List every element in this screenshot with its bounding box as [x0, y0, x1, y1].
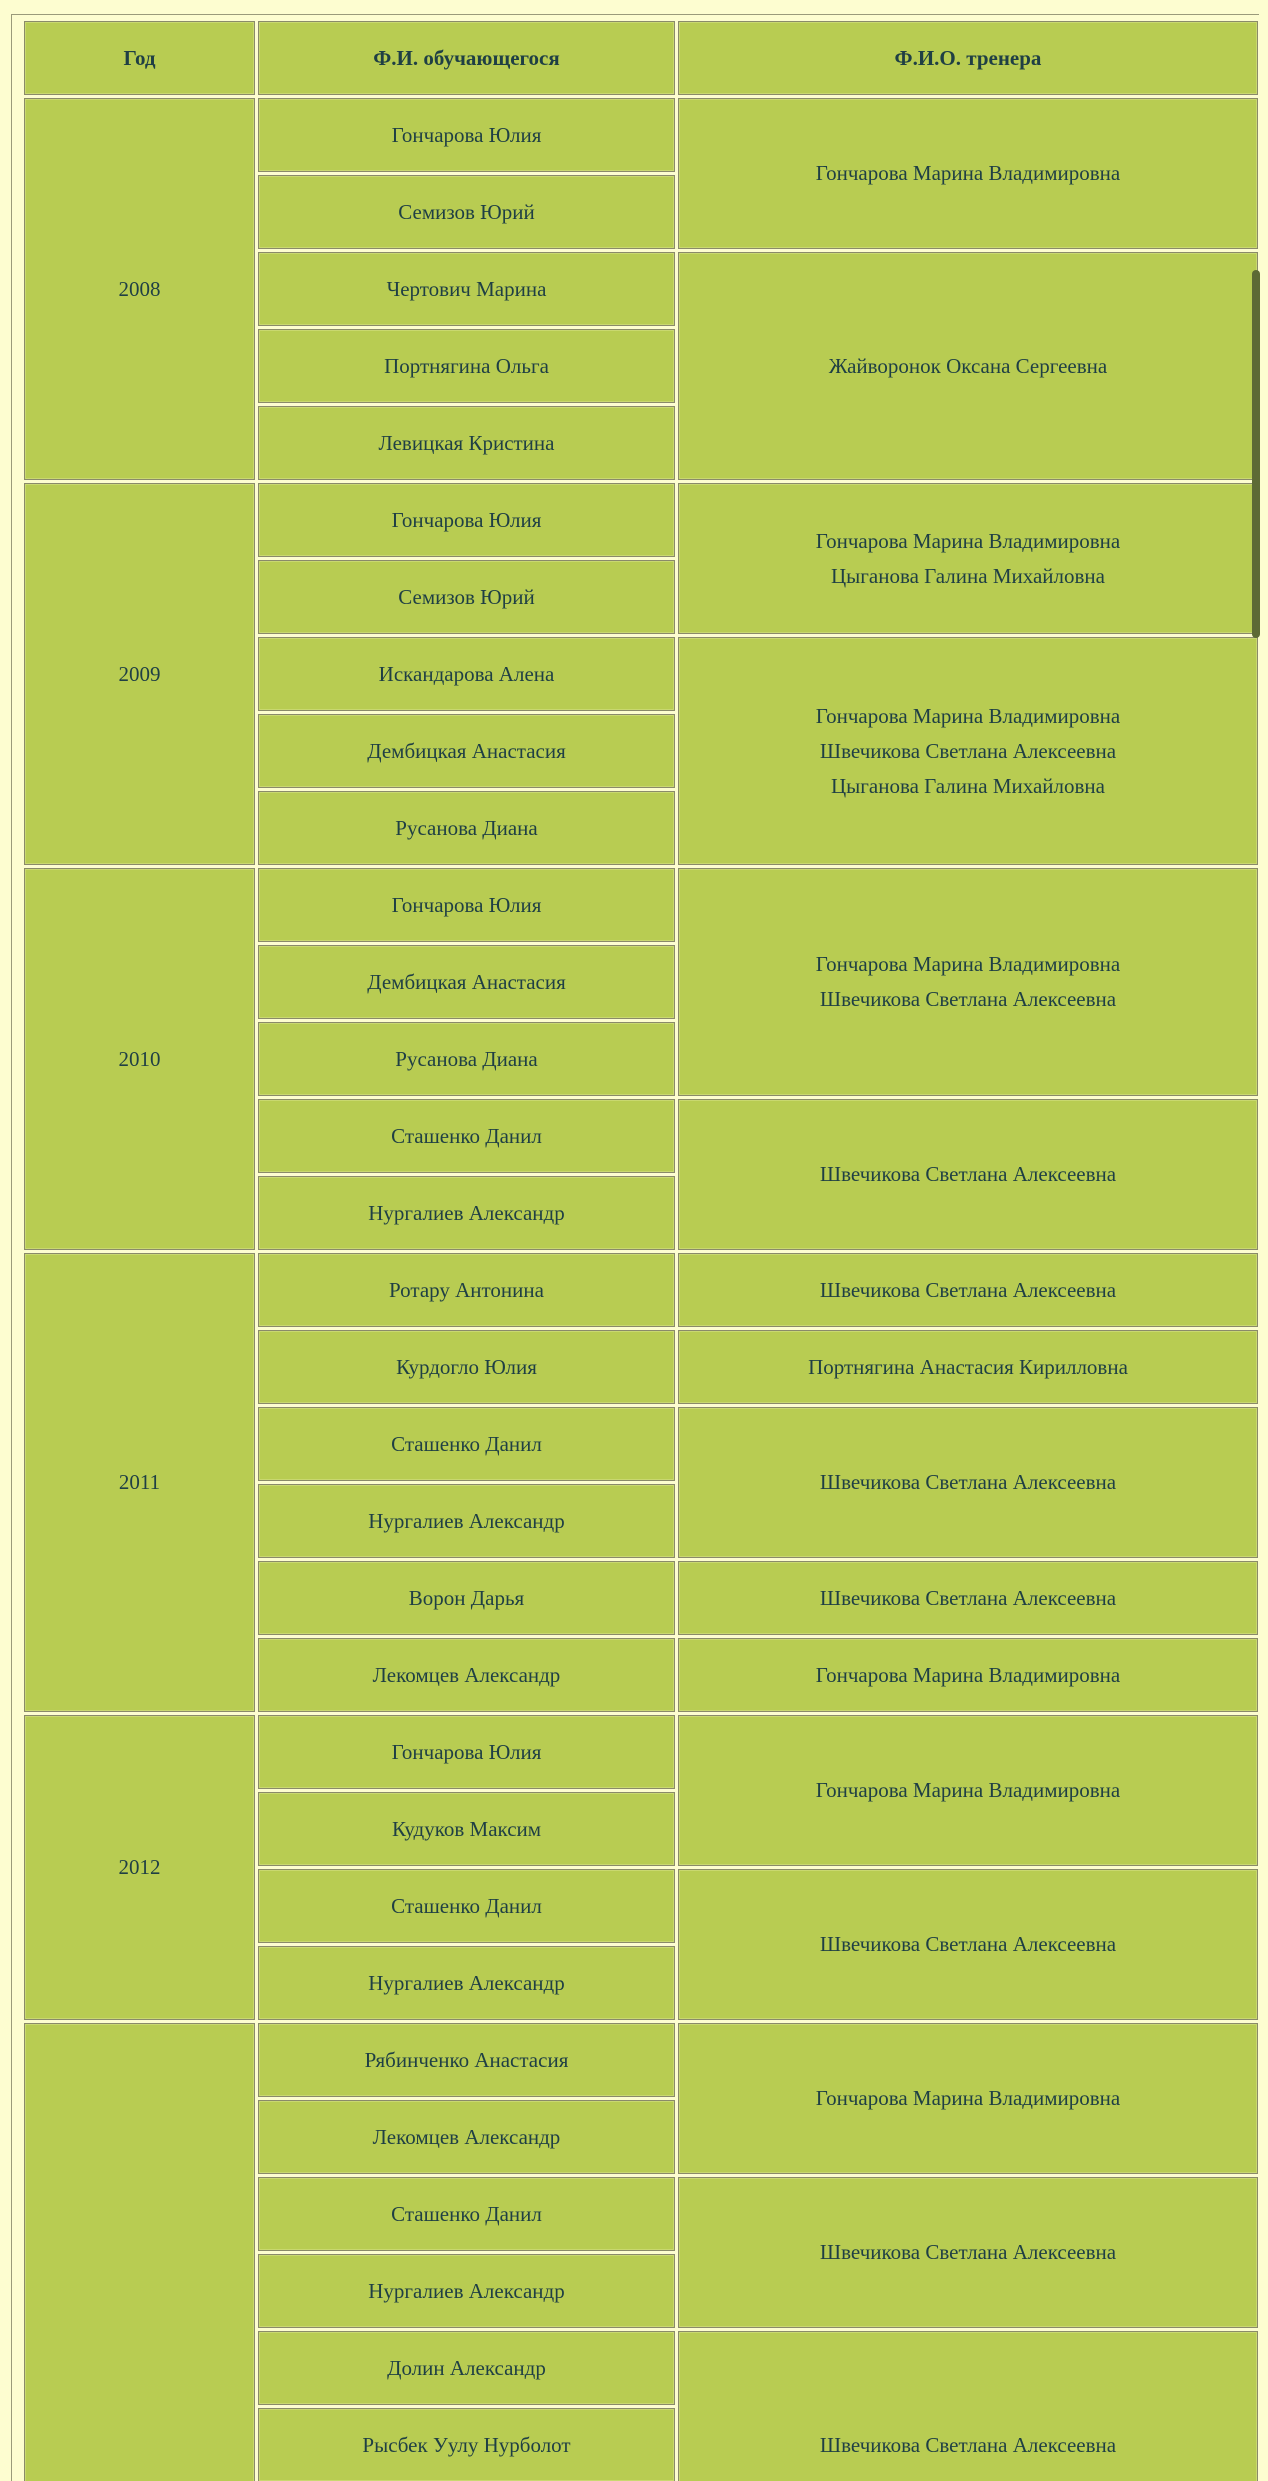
year-cell: 2012: [24, 1715, 255, 2020]
student-cell: Сташенко Данил: [258, 2177, 675, 2251]
coach-name: Жайворонок Оксана Сергеевна: [828, 353, 1108, 378]
coach-cell: [678, 98, 1258, 249]
student-cell: Чертович Марина: [258, 252, 675, 326]
table-row: [24, 2023, 1258, 2097]
coach-name: Цыганова Галина Михайловна: [831, 563, 1105, 588]
student-cell: Семизов Юрий: [258, 560, 675, 634]
vertical-scrollbar-thumb[interactable]: [1252, 270, 1260, 638]
table-row: [24, 98, 1258, 172]
coach-cell: [678, 1561, 1258, 1635]
student-cell: Ворон Дарья: [258, 1561, 675, 1635]
coach-name: Швечикова Светлана Алексеевна: [819, 1932, 1117, 1956]
student-cell: Портнягина Ольга: [258, 329, 675, 403]
table-row: [24, 483, 1258, 557]
coach-cell: [678, 637, 1258, 865]
table-header: [24, 21, 1258, 95]
coach-name: Швечикова Светлана Алексеевна: [819, 1162, 1117, 1186]
student-cell: Семизов Юрий: [258, 175, 675, 249]
student-cell: Искандарова Алена: [258, 637, 675, 711]
student-cell: Долин Александр: [258, 2331, 675, 2405]
coach-name: Швечикова Светлана Алексеевна: [819, 738, 1117, 763]
student-cell: Нургалиев Александр: [258, 1176, 675, 1250]
coach-cell: [678, 1253, 1258, 1327]
table-row: [24, 1715, 1258, 1789]
header-student: Ф.И. обучающегося: [258, 21, 675, 95]
coach-name: Портнягина Анастасия Кирилловна: [808, 1354, 1128, 1379]
coach-name: Гончарова Марина Владимировна: [815, 1778, 1121, 1802]
student-cell: Нургалиев Александр: [258, 1946, 675, 2020]
student-cell: Рябинченко Анастасия: [258, 2023, 675, 2097]
coach-cell: [678, 1330, 1258, 1404]
header-coach: Ф.И.О. тренера: [678, 21, 1258, 95]
student-cell: Нургалиев Александр: [258, 1484, 675, 1558]
student-cell: Гончарова Юлия: [258, 483, 675, 557]
coach-cell: [678, 1638, 1258, 1712]
student-cell: Левицкая Кристина: [258, 406, 675, 480]
coach-cell: [678, 252, 1258, 480]
table-row: [24, 868, 1258, 942]
student-cell: Сташенко Данил: [258, 1869, 675, 1943]
coach-cell: [678, 1407, 1258, 1558]
coach-cell: [678, 1099, 1258, 1250]
coach-name: Гончарова Марина Владимировна: [815, 2086, 1121, 2110]
student-cell: Кудуков Максим: [258, 1792, 675, 1866]
coach-name: Швечикова Светлана Алексеевна: [819, 1585, 1117, 1610]
table-row: [24, 1253, 1258, 1327]
coach-name: Гончарова Марина Владимировна: [815, 952, 1121, 976]
year-cell: 2011: [24, 1253, 255, 1712]
student-cell: Нургалиев Александр: [258, 2254, 675, 2328]
year-cell: 2010: [24, 868, 255, 1250]
header-year: Год: [24, 21, 255, 95]
year-cell: 2008: [24, 98, 255, 480]
student-cell: Лекомцев Александр: [258, 1638, 675, 1712]
coach-name: Швечикова Светлана Алексеевна: [819, 2432, 1117, 2457]
coach-cell: [678, 2177, 1258, 2328]
coach-cell: [678, 1869, 1258, 2020]
coach-cell: [678, 2023, 1258, 2174]
year-cell: 2009: [24, 483, 255, 865]
coach-name: Гончарова Марина Владимировна: [815, 528, 1121, 553]
coach-name: Швечикова Светлана Алексеевна: [819, 987, 1117, 1011]
coach-cell: [678, 2331, 1258, 2481]
coach-cell: [678, 1715, 1258, 1866]
student-cell: Сташенко Данил: [258, 1099, 675, 1173]
coach-name: Гончарова Марина Владимировна: [815, 1662, 1121, 1687]
student-cell: Рысбек Уулу Нурболот: [258, 2408, 675, 2481]
coach-name: Швечикова Светлана Алексеевна: [819, 1277, 1117, 1302]
student-cell: Русанова Диана: [258, 791, 675, 865]
coach-name: Цыганова Галина Михайловна: [831, 773, 1105, 798]
student-cell: Курдогло Юлия: [258, 1330, 675, 1404]
student-cell: Лекомцев Александр: [258, 2100, 675, 2174]
coach-cell: [678, 868, 1258, 1096]
coach-name: Швечикова Светлана Алексеевна: [819, 2240, 1117, 2264]
coach-cell: [678, 483, 1258, 634]
student-cell: Гончарова Юлия: [258, 1715, 675, 1789]
header-row: [24, 21, 1258, 95]
student-cell: Дембицкая Анастасия: [258, 714, 675, 788]
student-cell: Дембицкая Анастасия: [258, 945, 675, 1019]
table-body: [24, 98, 1258, 2481]
student-cell: Ротару Антонина: [258, 1253, 675, 1327]
student-cell: Гончарова Юлия: [258, 98, 675, 172]
student-cell: Гончарова Юлия: [258, 868, 675, 942]
year-cell: [24, 2023, 255, 2481]
coach-name: Швечикова Светлана Алексеевна: [819, 1470, 1117, 1494]
coach-name: Гончарова Марина Владимировна: [815, 161, 1121, 185]
student-cell: Русанова Диана: [258, 1022, 675, 1096]
student-cell: Сташенко Данил: [258, 1407, 675, 1481]
coach-name: Гончарова Марина Владимировна: [815, 703, 1121, 728]
awards-table: [21, 18, 1261, 2481]
